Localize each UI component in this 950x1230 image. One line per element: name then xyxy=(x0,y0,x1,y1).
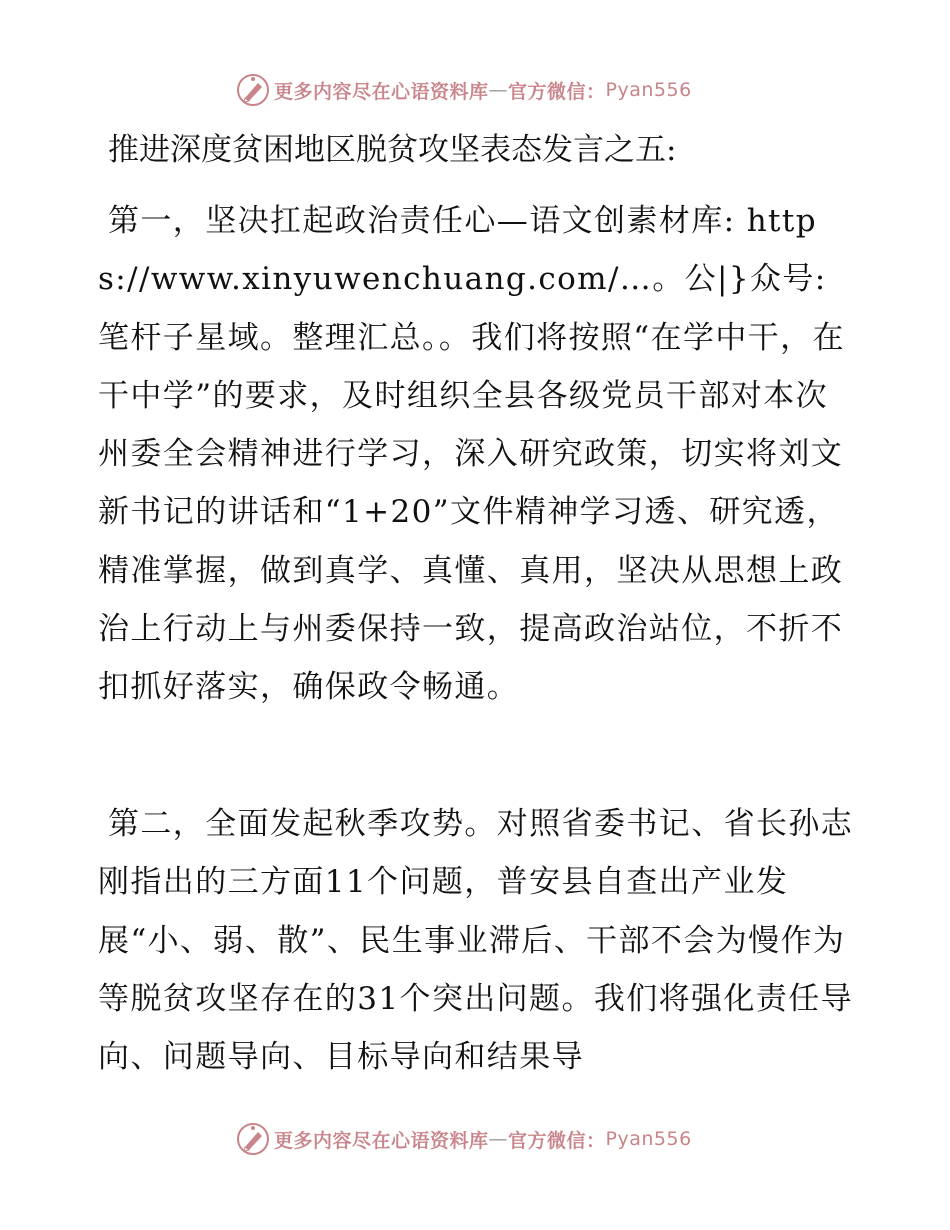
paragraph-second: 第二，全面发起秋季攻势。对照省委书记、省长孙志刚指出的三方面11个问题，普安县自查出产业发展“小、弱、散”、民生事业滞后、干部不会为慢作为等脱贫攻坚存在的31个突出问题。我们将强化责任导向、问题导向、目标导向和结果导 xyxy=(98,806,854,1076)
footer-watermark xyxy=(236,1122,692,1156)
document-title: 推进深度贫困地区脱贫攻坚表态发言之五: xyxy=(108,132,677,168)
header-watermark xyxy=(236,73,692,107)
watermark-dash: — xyxy=(488,1128,509,1150)
pen-logo-icon xyxy=(236,1122,270,1156)
watermark-account: Pyan556 xyxy=(605,1128,692,1150)
pen-logo-icon xyxy=(236,73,270,107)
watermark-main-text: 更多内容尽在心语资料库 xyxy=(274,80,489,103)
watermark-label: 官方微信： xyxy=(508,80,606,103)
paragraph-first: 第一，坚决扛起政治责任心—语文创素材库: https://www.xinyuwenchuang.com/…。公|}众号: 笔杆子星域。整理汇总。。我们将按照“在学中干，在干中学”的要求，及时组织全县各级党员干部对本次州委全会精神进行学习，深入研究政策，切实将刘文新书记的讲话和“1+20”文件精神学习透、研究透，精准掌握，做到真学、真懂、真用，坚决从思想上政治上行动上与州委保持一致，提高政治站位，不折不扣抓好落实，确保政令畅通。 xyxy=(98,203,845,706)
watermark-label: 官方微信： xyxy=(508,1129,606,1152)
watermark-dash: — xyxy=(488,79,509,101)
watermark-main-text: 更多内容尽在心语资料库 xyxy=(274,1129,489,1152)
watermark-account: Pyan556 xyxy=(605,79,692,101)
